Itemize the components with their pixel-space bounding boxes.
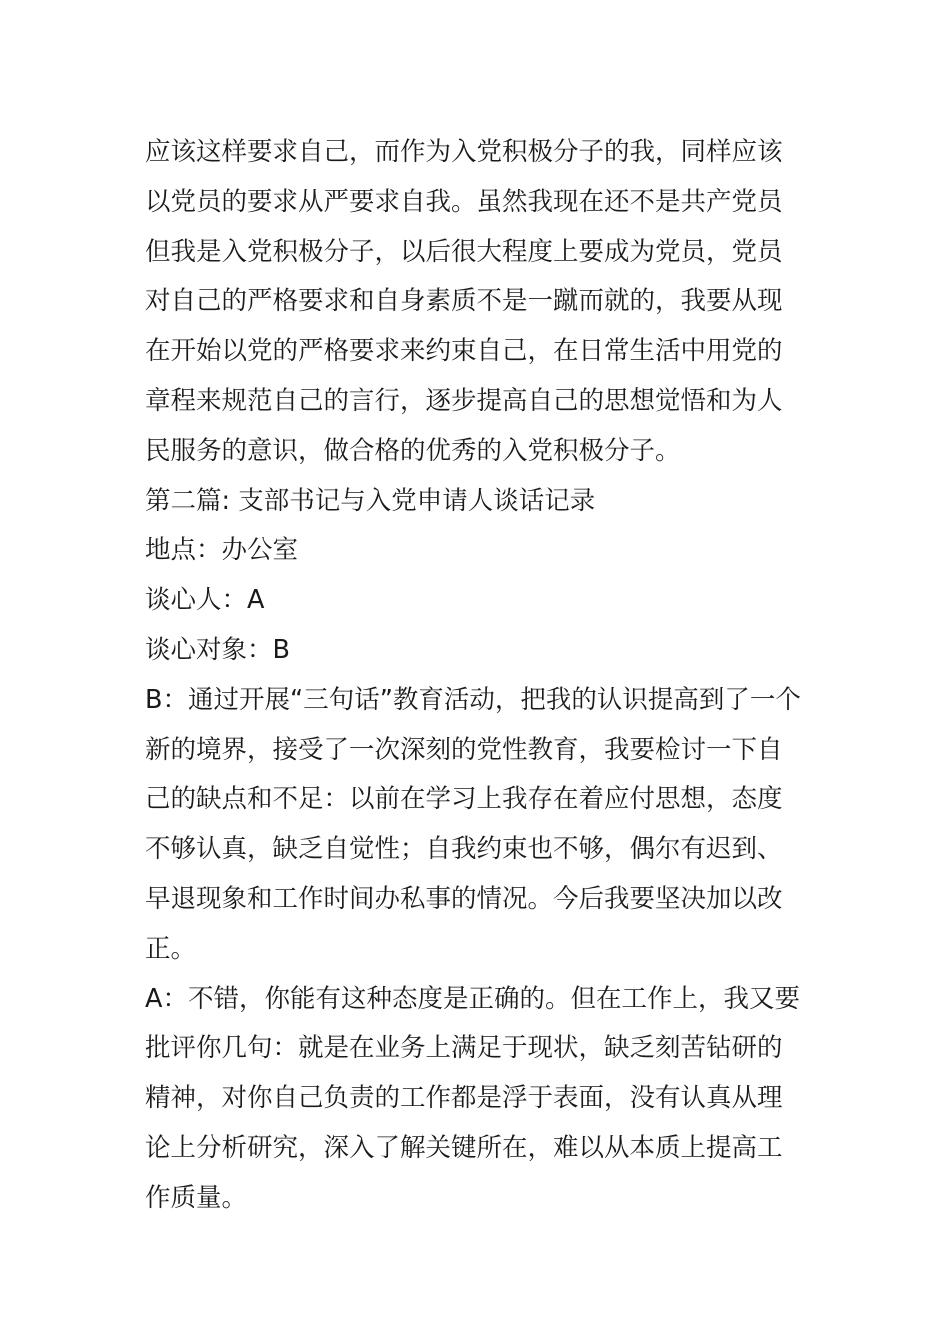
text-line: 以党员的要求从严要求自我。虽然我现在还不是共产党员 xyxy=(145,186,783,217)
dialogue-line: 作质量。 xyxy=(145,1182,248,1213)
dialogue-line: B：通过开展“三句话”教育活动，把我的认识提高到了一个 xyxy=(145,684,801,715)
document-body xyxy=(145,128,810,1224)
text-line: 但我是入党积极分子，以后很大程度上要成为党员，党员 xyxy=(145,236,783,267)
dialogue-line: 己的缺点和不足：以前在学习上我存在着应付思想，态度 xyxy=(145,784,783,815)
dialogue-line: 论上分析研究，深入了解关键所在，难以从本质上提高工 xyxy=(145,1132,783,1163)
interviewer-line: 谈心人：A xyxy=(145,585,265,616)
text-line: 民服务的意识，做合格的优秀的入党积极分子。 xyxy=(145,435,681,466)
dialogue-line: 早退现象和工作时间办私事的情况。今后我要坚决加以改 xyxy=(145,883,783,914)
interviewee-line: 谈心对象：B xyxy=(145,634,290,665)
text-line: 在开始以党的严格要求来约束自己，在日常生活中用党的 xyxy=(145,336,783,367)
dialogue-line: 不够认真，缺乏自觉性；自我约束也不够，偶尔有迟到、 xyxy=(145,834,783,865)
text-line: 章程来规范自己的言行，逐步提高自己的思想觉悟和为人 xyxy=(145,385,783,416)
location-line: 地点：办公室 xyxy=(145,535,299,566)
dialogue-line: 精神，对你自己负责的工作都是浮于表面，没有认真从理 xyxy=(145,1083,783,1114)
dialogue-line: 新的境界，接受了一次深刻的党性教育，我要检讨一下自 xyxy=(145,734,783,765)
dialogue-line: A：不错，你能有这种态度是正确的。但在工作上，我又要 xyxy=(145,983,800,1014)
section-title: 第二篇: 支部书记与入党申请人谈话记录 xyxy=(145,485,596,516)
dialogue-line: 正。 xyxy=(145,933,197,964)
text-line: 对自己的严格要求和自身素质不是一蹴而就的，我要从现 xyxy=(145,286,783,317)
dialogue-line: 批评你几句：就是在业务上满足于现状，缺乏刻苦钻研的 xyxy=(145,1033,783,1064)
text-line: 应该这样要求自己，而作为入党积极分子的我，同样应该 xyxy=(145,137,783,167)
